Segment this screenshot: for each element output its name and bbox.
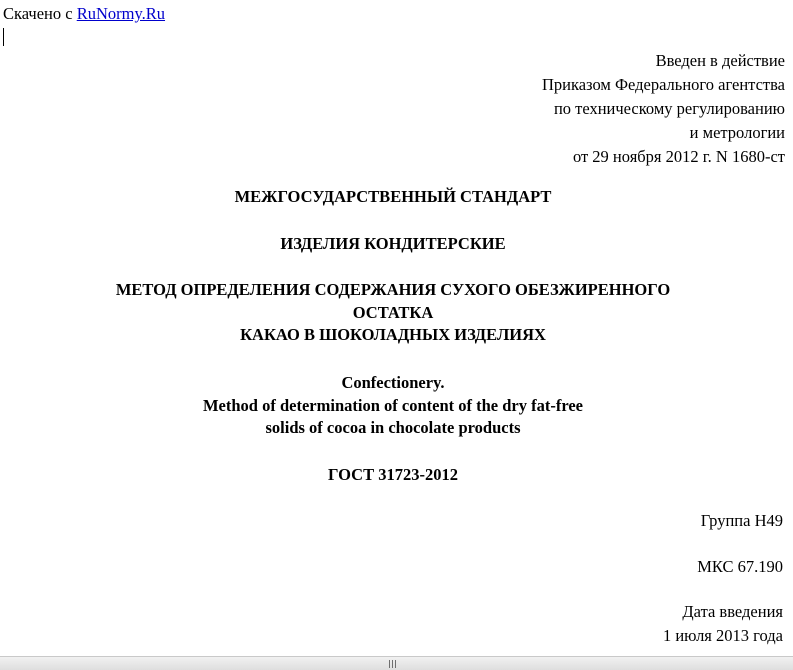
enactment-line: Введен в действие	[655, 51, 785, 70]
source-link[interactable]: RuNormy.Ru	[76, 4, 166, 23]
enactment-line: и метрологии	[689, 123, 785, 142]
gost-number-text: ГОСТ 31723-2012	[328, 465, 458, 484]
downloaded-prefix: Скачено с	[3, 4, 77, 23]
enactment-line: Приказом Федерального агентства	[541, 75, 785, 94]
title-ru	[0, 279, 786, 347]
title-ru-line: КАКАО В ШОКОЛАДНЫХ ИЗДЕЛИЯХ	[240, 325, 546, 344]
intro-date: 1 июля 2013 года	[662, 626, 783, 645]
group-text: Группа Н49	[700, 511, 783, 530]
standard-type	[0, 186, 786, 209]
title-en-line: Method of determination of content of the dry fat-free	[202, 395, 583, 415]
mks-text: МКС 67.190	[697, 557, 783, 576]
intro-date-label: Дата введения	[682, 602, 783, 621]
title-en	[0, 372, 786, 440]
intro-date-block	[663, 600, 783, 648]
enactment-line: по техническому регулированию	[553, 99, 785, 118]
title-en-line: Confectionery.	[341, 373, 445, 392]
horizontal-scrollbar[interactable]	[0, 656, 793, 670]
group	[701, 509, 783, 533]
enactment-line: от 29 ноября 2012 г. N 1680-ст	[572, 147, 785, 166]
title-ru-line: ОСТАТКА	[352, 302, 434, 322]
gost-number	[0, 464, 786, 487]
source-line	[3, 4, 165, 24]
standard-type-text: МЕЖГОСУДАРСТВЕННЫЙ СТАНДАРТ	[234, 187, 552, 206]
category-text: ИЗДЕЛИЯ КОНДИТЕРСКИЕ	[280, 234, 506, 253]
title-en-line: solids of cocoa in chocolate products	[265, 418, 521, 437]
text-cursor	[3, 28, 4, 46]
enactment-block	[542, 49, 785, 169]
title-ru-line: МЕТОД ОПРЕДЕЛЕНИЯ СОДЕРЖАНИЯ СУХОГО ОБЕЗЖИРЕННОГО	[115, 280, 671, 299]
category	[0, 233, 786, 256]
mks	[697, 555, 783, 579]
grip-icon[interactable]	[389, 660, 398, 668]
